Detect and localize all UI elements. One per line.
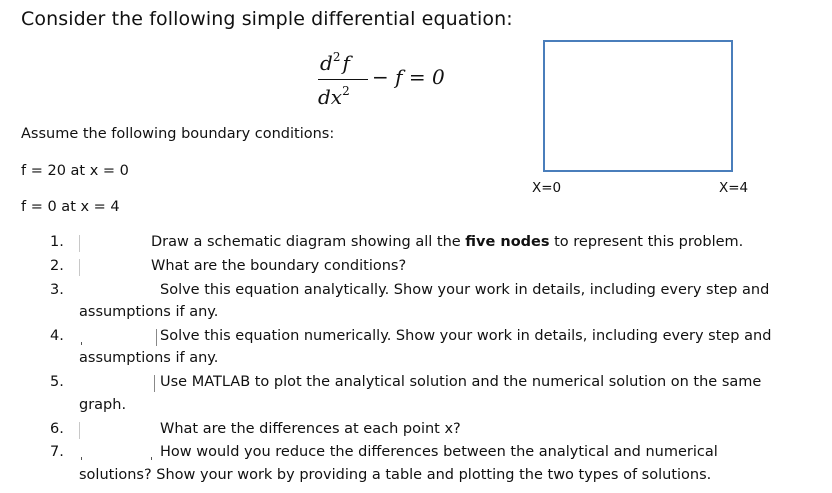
question-number: 1. — [50, 234, 64, 250]
boundary-condition-1: f = 20 at x = 0 — [21, 163, 129, 179]
question-number: 7. — [50, 444, 64, 460]
text-cursor-mark — [156, 329, 157, 346]
text-cursor-mark — [79, 235, 80, 252]
question-2-text: What are the boundary conditions? — [151, 258, 407, 274]
question-number: 5. — [50, 374, 64, 390]
question-6-text: What are the differences at each point x? — [160, 421, 461, 437]
equation-numerator: $d^2$ f — [320, 50, 350, 75]
diagram-left-label: X=0 — [532, 180, 562, 196]
equation-remainder: − f = 0 — [372, 65, 445, 89]
text-cursor-mark — [151, 457, 152, 460]
question-7-line-2: solutions? Show your work by providing a table and plotting the two types of solutions. — [79, 467, 712, 483]
diagram-box — [543, 40, 733, 172]
question-5-line-2: graph. — [79, 397, 127, 413]
question-4-line-2: assumptions if any. — [79, 350, 219, 366]
question-4-line-1: Solve this equation numerically. Show your work in details, including every step and — [160, 328, 772, 344]
boundary-condition-2: f = 0 at x = 4 — [21, 199, 120, 215]
fraction-bar — [318, 79, 368, 80]
question-number: 2. — [50, 258, 64, 274]
question-5-line-1: Use MATLAB to plot the analytical solution and the numerical solution on the same — [160, 374, 762, 390]
five-nodes-emphasis: five nodes — [465, 234, 550, 250]
question-number: 4. — [50, 328, 64, 344]
question-7-line-1: How would you reduce the differences between the analytical and numerical — [160, 444, 718, 460]
problem-heading: Consider the following simple differential equation: — [21, 8, 513, 30]
text-cursor-mark — [79, 422, 80, 439]
diagram-right-label: X=4 — [719, 180, 749, 196]
text-cursor-mark — [79, 259, 80, 276]
equation-denominator: $dx^2$ — [318, 84, 350, 109]
text-cursor-mark — [81, 457, 82, 460]
question-number: 6. — [50, 421, 64, 437]
text-cursor-mark — [154, 375, 155, 392]
question-1-text: Draw a schematic diagram showing all the five nodes to represent this problem. — [151, 234, 744, 250]
question-3-line-1: Solve this equation analytically. Show your work in details, including every step and — [160, 282, 770, 298]
differential-equation — [318, 50, 468, 112]
question-number: 3. — [50, 282, 64, 298]
assumption-intro: Assume the following boundary conditions: — [21, 126, 335, 142]
text-cursor-mark — [81, 342, 82, 345]
question-3-line-2: assumptions if any. — [79, 304, 219, 320]
